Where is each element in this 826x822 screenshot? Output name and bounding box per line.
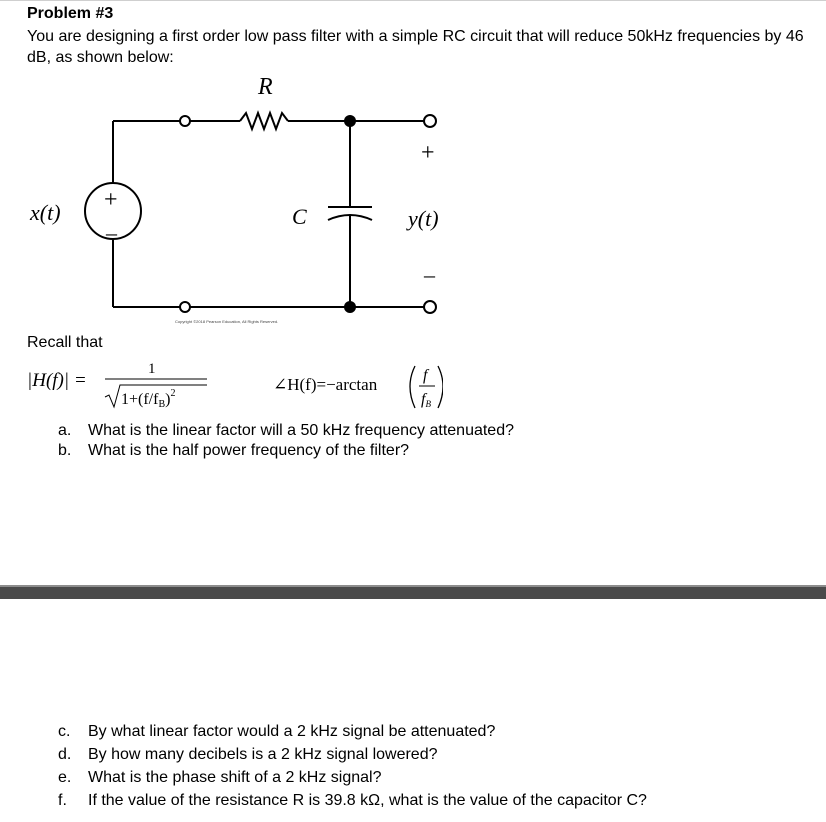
- resistor-label: R: [258, 74, 273, 100]
- output-plus-sign: +: [421, 140, 435, 166]
- question-label: e.: [58, 769, 72, 786]
- phase-formula: [273, 360, 443, 416]
- magnitude-exponent: 2: [170, 388, 176, 399]
- question-text: By what linear factor would a 2 kHz signal be attenuated?: [88, 723, 496, 740]
- question-label: c.: [58, 723, 71, 740]
- page-separator-bar: [0, 585, 826, 599]
- source-minus-sign: –: [106, 220, 117, 245]
- resistor-symbol: [240, 113, 288, 129]
- right-paren-icon: [438, 366, 443, 408]
- question-label: a.: [58, 422, 72, 439]
- page-top-border: [0, 0, 826, 1]
- rc-circuit-diagram: [0, 60, 826, 340]
- question-text: What is the linear factor will a 50 kHz frequency attenuated?: [88, 422, 514, 439]
- question-label: f.: [58, 792, 67, 809]
- magnitude-den-close: ): [165, 391, 171, 408]
- problem-intro: You are designing a first order low pass filter with a simple RC circuit that will reduce 50kHz frequencies by 46 dB, as shown below:: [27, 28, 804, 66]
- question-text: By how many decibels is a 2 kHz signal lowered?: [88, 746, 438, 763]
- phase-subscript: B: [425, 399, 431, 409]
- question-text: If the value of the resistance R is 39.8 kΩ, what is the value of the capacitor C?: [88, 792, 647, 809]
- question-a: [58, 421, 514, 441]
- junction-dot-bottom: [344, 301, 356, 313]
- question-f: [58, 791, 647, 811]
- junction-dot-top: [344, 115, 356, 127]
- recall-text: Recall that: [27, 334, 103, 351]
- question-e: [58, 768, 381, 788]
- question-text: What is the half power frequency of the filter?: [88, 442, 410, 459]
- svg-text:fB: [421, 391, 431, 409]
- problem-title: Problem #3: [27, 5, 114, 22]
- magnitude-subscript: B: [158, 399, 166, 410]
- terminal-output-bottom: [424, 301, 436, 313]
- capacitor-label: C: [292, 204, 307, 229]
- output-label: y(t): [408, 206, 439, 231]
- question-b: [58, 441, 409, 461]
- terminal-bottom-left: [180, 302, 190, 312]
- terminal-output-top: [424, 115, 436, 127]
- phase-denominator: f: [421, 391, 426, 408]
- question-label: d.: [58, 746, 72, 763]
- phase-numerator: f: [423, 367, 428, 384]
- question-text: What is the phase shift of a 2 kHz signal?: [88, 769, 382, 786]
- left-paren-icon: [410, 366, 415, 408]
- phase-lhs: ∠H(f)=−arctan: [273, 375, 378, 394]
- magnitude-formula: [27, 357, 227, 417]
- question-d: [58, 745, 438, 765]
- question-c: [58, 722, 495, 742]
- input-label: x(t): [30, 200, 61, 225]
- terminal-top-left: [180, 116, 190, 126]
- magnitude-lhs: |H(f)| =: [27, 370, 87, 391]
- output-minus-sign: –: [424, 262, 435, 287]
- magnitude-numerator: 1: [148, 361, 156, 377]
- question-label: b.: [58, 442, 72, 459]
- svg-text:1+(f/fB)2: [121, 388, 175, 410]
- copyright-note: Copyright ©2018 Pearson Education, All Rights Reserved.: [175, 319, 279, 324]
- magnitude-denominator: 1+(f/f: [121, 391, 159, 408]
- source-plus-sign: +: [104, 187, 118, 213]
